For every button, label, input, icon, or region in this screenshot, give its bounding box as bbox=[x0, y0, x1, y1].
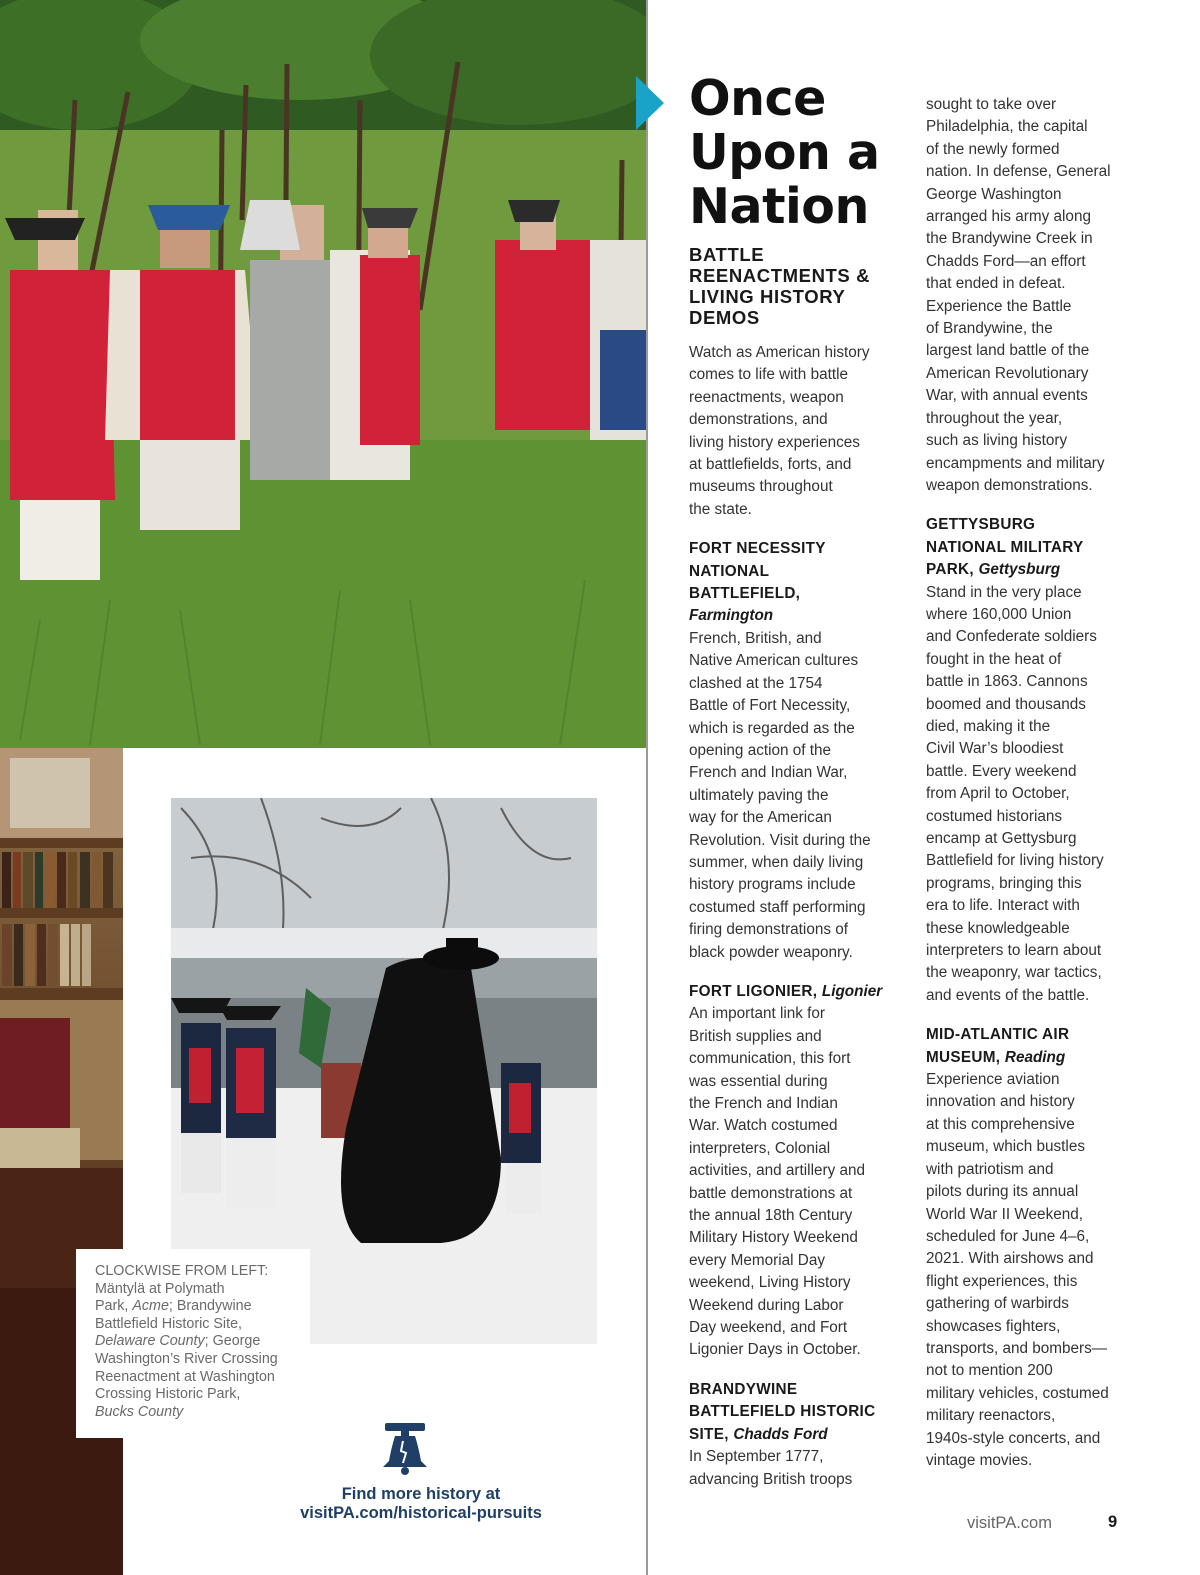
body-line: activities, and artillery and bbox=[689, 1162, 865, 1180]
body-line: largest land battle of the bbox=[926, 342, 1090, 360]
body-line: encampments and military bbox=[926, 454, 1105, 472]
subtitle-line: LIVING HISTORY bbox=[689, 286, 846, 307]
section-heading: NATIONAL bbox=[689, 562, 770, 580]
section-heading: GETTYSBURG bbox=[926, 516, 1036, 534]
brandywine-continued bbox=[926, 94, 1146, 497]
body-line: that ended in defeat. bbox=[926, 275, 1066, 293]
find-more-link[interactable] bbox=[270, 1485, 572, 1523]
page-subtitle bbox=[689, 244, 909, 328]
caption-place: Bucks County bbox=[95, 1403, 184, 1420]
caption-line: Reenactment at Washington bbox=[95, 1368, 275, 1385]
body-line: weekend, Living History bbox=[689, 1274, 851, 1292]
intro-line: comes to life with battle bbox=[689, 366, 848, 384]
section-heading bbox=[689, 981, 899, 1003]
body-line: Battle of Fort Necessity, bbox=[689, 697, 851, 715]
body-line: history programs include bbox=[689, 876, 856, 894]
section-brandywine bbox=[689, 1379, 899, 1491]
body-line: clashed at the 1754 bbox=[689, 674, 823, 692]
body-line: the Brandywine Creek in bbox=[926, 230, 1093, 248]
body-line: nation. In defense, General bbox=[926, 163, 1111, 181]
body-line: transports, and bombers— bbox=[926, 1339, 1108, 1357]
body-line: these knowledgeable bbox=[926, 919, 1070, 937]
intro-line: living history experiences bbox=[689, 433, 860, 451]
intro-line: the state. bbox=[689, 500, 752, 518]
body-line: which is regarded as the bbox=[689, 719, 855, 737]
body-line: battle in 1863. Cannons bbox=[926, 673, 1088, 691]
body-line: from April to October, bbox=[926, 785, 1070, 803]
section-fort-necessity bbox=[689, 538, 899, 964]
find-more-url[interactable]: visitPA.com/historical-pursuits bbox=[300, 1504, 542, 1522]
section-heading: BRANDYWINE bbox=[689, 1380, 798, 1398]
intro-paragraph bbox=[689, 342, 899, 521]
caption-text: ; George bbox=[204, 1333, 261, 1350]
body-line: Weekend during Labor bbox=[689, 1296, 844, 1314]
section-heading: MID-ATLANTIC AIR bbox=[926, 1026, 1070, 1044]
title-line: Once bbox=[689, 70, 826, 127]
body-line: Chadds Ford—an effort bbox=[926, 252, 1086, 270]
photo-caption bbox=[76, 1249, 310, 1438]
body-line: military reenactors, bbox=[926, 1407, 1056, 1425]
body-line: every Memorial Day bbox=[689, 1251, 826, 1269]
section-mid-atlantic bbox=[926, 1024, 1146, 1472]
body-line: Philadelphia, the capital bbox=[926, 118, 1088, 136]
body-line: weapon demonstrations. bbox=[926, 476, 1093, 494]
body-line: showcases fighters, bbox=[926, 1317, 1061, 1335]
library-interior-photo bbox=[0, 748, 123, 1575]
page-divider bbox=[646, 0, 648, 1575]
triangle-arrow-icon bbox=[636, 76, 664, 130]
section-gettysburg bbox=[926, 514, 1146, 1007]
intro-line: museums throughout bbox=[689, 478, 833, 496]
body-line: flight experiences, this bbox=[926, 1272, 1078, 1290]
footer-site-link[interactable]: visitPA.com bbox=[967, 1514, 1052, 1532]
location-name: Ligonier bbox=[821, 982, 883, 1000]
body-line: costumed historians bbox=[926, 807, 1063, 825]
body-line: communication, this fort bbox=[689, 1050, 851, 1068]
caption-line bbox=[95, 1333, 300, 1351]
body-line: Experience the Battle bbox=[926, 297, 1072, 315]
subtitle-line: DEMOS bbox=[689, 307, 760, 328]
title-line: Upon a bbox=[689, 124, 880, 181]
location-name: Farmington bbox=[689, 607, 774, 625]
section-heading bbox=[689, 1424, 899, 1446]
caption-line: Washington’s River Crossing bbox=[95, 1350, 278, 1367]
body-line: In September 1777, bbox=[689, 1448, 824, 1466]
body-line: Day weekend, and Fort bbox=[689, 1319, 848, 1337]
body-line: the annual 18th Century bbox=[689, 1207, 853, 1225]
body-line: the French and Indian bbox=[689, 1095, 838, 1112]
body-line: throughout the year, bbox=[926, 409, 1063, 427]
body-line: War, with annual events bbox=[926, 387, 1088, 405]
body-line: such as living history bbox=[926, 432, 1068, 450]
body-line: way for the American bbox=[689, 809, 832, 827]
body-line: Experience aviation bbox=[926, 1071, 1060, 1089]
section-heading bbox=[926, 1047, 1146, 1069]
location-name: Chadds Ford bbox=[733, 1425, 828, 1443]
location-name: Gettysburg bbox=[978, 561, 1061, 579]
page-title bbox=[689, 72, 919, 234]
body-line: programs, bringing this bbox=[926, 874, 1082, 892]
section-heading: BATTLEFIELD, bbox=[689, 585, 801, 603]
liberty-bell-icon bbox=[381, 1423, 429, 1475]
caption-text: ; Brandywine bbox=[168, 1298, 252, 1315]
section-location bbox=[689, 605, 899, 627]
caption-place: Acme bbox=[132, 1298, 169, 1315]
body-line: summer, when daily living bbox=[689, 853, 864, 871]
body-line: and events of the battle. bbox=[926, 986, 1090, 1004]
body-line: innovation and history bbox=[926, 1093, 1075, 1111]
body-line: of the newly formed bbox=[926, 140, 1060, 158]
caption-place: Delaware County bbox=[95, 1333, 205, 1350]
body-line: gathering of warbirds bbox=[926, 1295, 1069, 1313]
body-line: British supplies and bbox=[689, 1027, 822, 1045]
body-line: died, making it the bbox=[926, 717, 1051, 735]
heading-text: FORT LIGONIER, bbox=[689, 982, 818, 1000]
body-line: American Revolutionary bbox=[926, 364, 1089, 382]
body-line: arranged his army along bbox=[926, 208, 1091, 226]
section-heading: FORT NECESSITY bbox=[689, 540, 826, 558]
body-line: scheduled for June 4–6, bbox=[926, 1227, 1090, 1245]
body-line: Stand in the very place bbox=[926, 583, 1082, 601]
section-heading: BATTLEFIELD HISTORIC bbox=[689, 1403, 876, 1421]
caption-label: CLOCKWISE FROM LEFT: bbox=[95, 1263, 269, 1279]
body-line: at this comprehensive bbox=[926, 1115, 1075, 1133]
intro-line: demonstrations, and bbox=[689, 411, 828, 429]
body-line: vintage movies. bbox=[926, 1451, 1033, 1469]
subtitle-line: REENACTMENTS & bbox=[689, 265, 871, 286]
body-line: black powder weaponry. bbox=[689, 943, 853, 961]
body-line: fought in the heat of bbox=[926, 650, 1062, 668]
section-heading: NATIONAL MILITARY bbox=[926, 538, 1084, 556]
body-line: Native American cultures bbox=[689, 652, 859, 670]
body-line: boomed and thousands bbox=[926, 695, 1086, 713]
intro-line: at battlefields, forts, and bbox=[689, 456, 852, 474]
reenactors-photo bbox=[0, 0, 646, 748]
body-line: battle demonstrations at bbox=[689, 1184, 853, 1202]
caption-line: Crossing Historic Park, bbox=[95, 1386, 241, 1403]
body-line: 1940s-style concerts, and bbox=[926, 1429, 1101, 1447]
body-line: An important link for bbox=[689, 1005, 826, 1023]
body-line: opening action of the bbox=[689, 741, 832, 759]
article-column-1 bbox=[689, 342, 899, 1491]
body-line: museum, which bustles bbox=[926, 1138, 1085, 1156]
page-number: 9 bbox=[1108, 1513, 1118, 1531]
body-line: not to mention 200 bbox=[926, 1362, 1053, 1380]
body-line: firing demonstrations of bbox=[689, 921, 848, 939]
body-line: Civil War’s bloodiest bbox=[926, 740, 1064, 758]
location-name: Reading bbox=[1004, 1048, 1066, 1066]
body-line: Military History Weekend bbox=[689, 1229, 858, 1247]
body-line: advancing British troops bbox=[689, 1470, 853, 1488]
body-line: 2021. With airshows and bbox=[926, 1250, 1094, 1268]
body-line: the weaponry, war tactics, bbox=[926, 964, 1102, 982]
body-line: pilots during its annual bbox=[926, 1183, 1079, 1201]
body-line: ultimately paving the bbox=[689, 786, 829, 804]
body-line: battle. Every weekend bbox=[926, 762, 1077, 780]
intro-line: Watch as American history bbox=[689, 344, 870, 361]
body-line: was essential during bbox=[689, 1072, 828, 1090]
caption-text: Park, bbox=[95, 1298, 133, 1315]
heading-text: MUSEUM, bbox=[926, 1048, 1001, 1066]
body-line: costumed staff performing bbox=[689, 898, 866, 916]
caption-line: Battlefield Historic Site, bbox=[95, 1315, 242, 1332]
body-line: War. Watch costumed bbox=[689, 1117, 838, 1135]
body-line: George Washington bbox=[926, 185, 1062, 203]
intro-line: reenactments, weapon bbox=[689, 388, 844, 406]
caption-line bbox=[95, 1298, 300, 1316]
heading-text: PARK, bbox=[926, 561, 974, 579]
body-line: Ligonier Days in October. bbox=[689, 1341, 861, 1359]
caption-line: Mäntylä at Polymath bbox=[95, 1280, 225, 1297]
article-column-2 bbox=[926, 94, 1146, 1472]
find-more-line: Find more history at bbox=[341, 1485, 501, 1503]
body-line: military vehicles, costumed bbox=[926, 1384, 1109, 1402]
body-line: World War II Weekend, bbox=[926, 1205, 1083, 1223]
body-line: Battlefield for living history bbox=[926, 852, 1104, 870]
title-line: Nation bbox=[689, 178, 869, 235]
body-line: interpreters, Colonial bbox=[689, 1139, 831, 1157]
body-line: French and Indian War, bbox=[689, 764, 848, 782]
body-line: era to life. Interact with bbox=[926, 897, 1080, 915]
body-line: of Brandywine, the bbox=[926, 320, 1053, 338]
body-line: Revolution. Visit during the bbox=[689, 831, 871, 849]
section-heading bbox=[926, 559, 1146, 581]
heading-text: SITE, bbox=[689, 1425, 729, 1443]
body-line: sought to take over bbox=[926, 96, 1057, 113]
section-fort-ligonier bbox=[689, 981, 899, 1362]
body-line: with patriotism and bbox=[926, 1160, 1054, 1178]
body-line: and Confederate soldiers bbox=[926, 628, 1097, 646]
body-line: encamp at Gettysburg bbox=[926, 830, 1077, 847]
body-line: where 160,000 Union bbox=[926, 605, 1072, 623]
body-line: interpreters to learn about bbox=[926, 942, 1102, 960]
body-line: French, British, and bbox=[689, 629, 822, 647]
subtitle-line: BATTLE bbox=[689, 244, 765, 265]
